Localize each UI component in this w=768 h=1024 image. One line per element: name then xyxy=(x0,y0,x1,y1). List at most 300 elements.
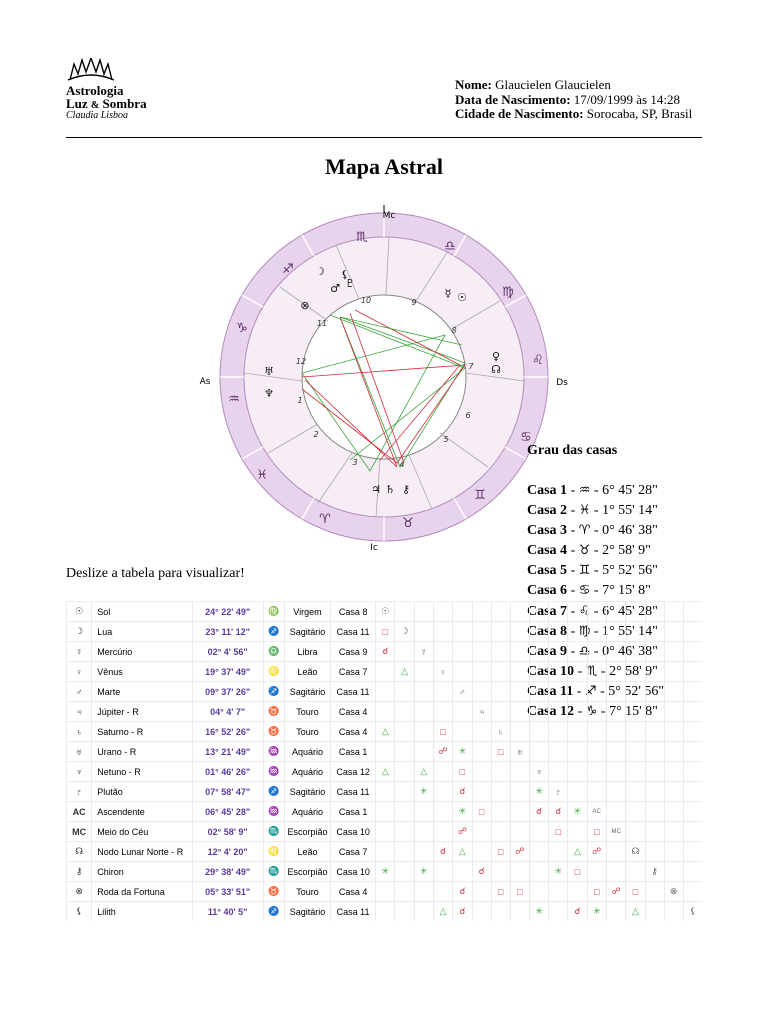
planet-name: Meio do Céu xyxy=(92,822,193,842)
planet-degree: 04° 4' 7" xyxy=(192,702,263,722)
planet-degree: 01° 46' 26" xyxy=(192,762,263,782)
aspect-cell xyxy=(510,602,529,622)
mercury-icon: ☿ xyxy=(444,287,452,300)
house-number: 1 xyxy=(297,396,303,405)
house-label: Casa 7 xyxy=(527,603,568,619)
aspect-cell xyxy=(664,842,683,862)
moon-icon: ☽ xyxy=(315,265,325,278)
sign-name: Escorpião xyxy=(284,862,330,882)
planet-name: Mercúrio xyxy=(92,642,193,662)
aquarius-icon: ♒ xyxy=(228,392,240,407)
aspect-cell xyxy=(530,722,549,742)
aspect-cell: ⚸ xyxy=(683,902,702,922)
aspect-cell xyxy=(683,722,702,742)
planet-degree: 02° 4' 56" xyxy=(192,642,263,662)
aspect-cell: □ xyxy=(491,742,510,762)
table-row xyxy=(67,602,703,622)
aspect-cell: AC xyxy=(587,802,606,822)
uranus-icon: ♅ xyxy=(264,365,274,378)
aspect-cell xyxy=(453,662,472,682)
planet-icon: ♄ xyxy=(67,722,92,742)
aspect-cell xyxy=(587,742,606,762)
aspect-cell xyxy=(568,622,587,642)
planet-degree: 29° 38' 49" xyxy=(192,862,263,882)
house-label: Casa 9 xyxy=(527,643,568,659)
sign-name: Leão xyxy=(284,842,330,862)
astral-chart-wheel xyxy=(190,205,580,557)
aspect-cell xyxy=(510,622,529,642)
aspect-cell xyxy=(395,682,414,702)
aspect-cell xyxy=(433,622,452,642)
sign-icon: ♒ xyxy=(578,483,591,498)
aspect-cell xyxy=(626,762,645,782)
planet-icon: ♂ xyxy=(67,682,92,702)
aspect-cell: □ xyxy=(491,842,510,862)
aspect-cell xyxy=(395,742,414,762)
table-row xyxy=(67,722,703,742)
sign-icon: ♎ xyxy=(263,642,284,662)
aspect-cell: ☌ xyxy=(453,782,472,802)
sign-icon: ♉ xyxy=(263,702,284,722)
planet-name: Marte xyxy=(92,682,193,702)
sign-icon: ♒ xyxy=(263,762,284,782)
aspect-cell: ☍ xyxy=(587,842,606,862)
sign-icon: ♎ xyxy=(578,643,591,659)
sign-name: Aquário xyxy=(284,762,330,782)
aspect-cell xyxy=(453,602,472,622)
aspect-cell xyxy=(395,862,414,882)
aspect-cell: ♆ xyxy=(530,762,549,782)
aspect-cell xyxy=(664,722,683,742)
aspect-cell: ✳ xyxy=(530,782,549,802)
planet-icon: MC xyxy=(67,822,92,842)
aspect-cell xyxy=(568,702,587,722)
libra-icon: ♎ xyxy=(444,239,456,254)
aspect-cell xyxy=(395,822,414,842)
house-name: Casa 4 xyxy=(331,882,376,902)
aspect-cell xyxy=(549,702,568,722)
aspect-cell xyxy=(530,682,549,702)
aspect-cell xyxy=(510,722,529,742)
aspect-cell xyxy=(568,722,587,742)
planet-icon: ♆ xyxy=(67,762,92,782)
house-number: 9 xyxy=(411,298,417,307)
aspect-cell xyxy=(472,602,491,622)
aspect-cell xyxy=(683,602,702,622)
aspect-cell xyxy=(395,882,414,902)
planet-name: Ascendente xyxy=(92,802,193,822)
birthdate-line: Data de Nascimento: 17/09/1999 às 14:28 xyxy=(455,91,680,107)
aspect-cell xyxy=(587,622,606,642)
aspect-cell xyxy=(664,702,683,722)
aspect-cell xyxy=(491,762,510,782)
house-degree: 1° 55' 14" xyxy=(602,623,658,639)
aspect-cell: ☌ xyxy=(453,882,472,902)
house-name: Casa 7 xyxy=(331,662,376,682)
planet-icon: ⚸ xyxy=(67,902,92,922)
sagittarius-icon: ♐ xyxy=(282,262,294,277)
table-row xyxy=(67,742,703,762)
planet-icon: AC xyxy=(67,802,92,822)
sign-icon: ♌ xyxy=(263,662,284,682)
aspect-cell xyxy=(584,682,606,702)
planet-name: Lua xyxy=(92,622,193,642)
aspect-cell xyxy=(530,642,549,662)
aspect-cell: ☌ xyxy=(549,802,568,822)
aspect-cell xyxy=(376,822,395,842)
house-label: Casa 8 xyxy=(527,623,568,639)
aspect-cell xyxy=(414,742,433,762)
aspect-cell: □ xyxy=(510,882,529,902)
house-row: Casa 12 - ♑ - 7° 15' 8" xyxy=(527,704,658,720)
sign-icon: ♐ xyxy=(263,682,284,702)
aspect-cell xyxy=(587,702,606,722)
aspect-cell: ☍ xyxy=(510,842,529,862)
aspect-cell xyxy=(376,742,395,762)
planet-icon: ♃ xyxy=(67,702,92,722)
sign-icon: ♋ xyxy=(578,583,591,599)
aspect-cell xyxy=(664,622,683,642)
aspect-cell xyxy=(645,782,664,802)
aspect-cell xyxy=(414,802,433,822)
aspect-cell xyxy=(549,722,568,742)
sign-name: Sagitário xyxy=(284,902,330,922)
aspect-cell xyxy=(683,662,702,682)
aspect-cell xyxy=(664,742,683,762)
aspect-cell xyxy=(683,822,702,842)
aspect-cell xyxy=(626,742,645,762)
sign-name: Touro xyxy=(284,722,330,742)
aspect-cell xyxy=(568,642,587,662)
planet-icon: ⊗ xyxy=(67,882,92,902)
house-row: Casa 10 - ♏ - 2° 58' 9" xyxy=(527,663,658,679)
aspect-cell xyxy=(376,802,395,822)
aspect-cell xyxy=(626,722,645,742)
planet-degree: 16° 52' 26" xyxy=(192,722,263,742)
house-label: Casa 6 xyxy=(527,583,568,599)
house-name: Casa 1 xyxy=(331,802,376,822)
table-row xyxy=(67,842,703,862)
sign-icon: ♉ xyxy=(263,882,284,902)
aspect-cell: △ xyxy=(453,842,472,862)
aspect-cell xyxy=(626,622,645,642)
house-name: Casa 4 xyxy=(331,702,376,722)
sign-icon: ♏ xyxy=(585,663,598,679)
aspect-cell xyxy=(530,822,549,842)
house-label: Casa 1 xyxy=(527,483,568,498)
aspect-cell xyxy=(472,842,491,862)
house-degree: 0° 46' 38" xyxy=(602,643,658,659)
aspect-cell: □ xyxy=(587,822,606,842)
planet-name: Chiron xyxy=(92,862,193,882)
aspect-cell xyxy=(530,882,549,902)
house-degree: 6° 45' 28" xyxy=(602,603,658,619)
aspect-cell xyxy=(510,802,529,822)
aspect-cell xyxy=(664,642,683,662)
as-label: As xyxy=(199,377,211,387)
house-number: 5 xyxy=(443,435,449,444)
aspect-cell xyxy=(587,602,606,622)
aspect-cell xyxy=(683,882,702,902)
aspect-cell xyxy=(645,622,664,642)
planet-icon: ☊ xyxy=(67,842,92,862)
sign-icon: ♍ xyxy=(578,623,591,639)
aspect-cell xyxy=(587,642,606,662)
aspect-cell xyxy=(587,782,606,802)
planet-degree: 11° 40' 5" xyxy=(192,902,263,922)
aspect-cell: □ xyxy=(453,762,472,782)
planet-name: Saturno - R xyxy=(92,722,193,742)
house-number: 11 xyxy=(316,319,328,328)
aspect-cell xyxy=(491,802,510,822)
aspect-cell xyxy=(491,662,510,682)
aspect-cell: ☌ xyxy=(453,902,472,922)
capricorn-icon: ♑ xyxy=(236,321,248,336)
house-row: Casa 5 - ♊ - 5° 52' 56" xyxy=(527,563,658,579)
house-label: Casa 10 xyxy=(527,663,575,679)
sign-name: Sagitário xyxy=(284,782,330,802)
aspect-cell xyxy=(510,662,529,682)
planet-name: Júpiter - R xyxy=(92,702,193,722)
aspect-cell xyxy=(683,642,702,662)
table-row xyxy=(67,882,703,902)
aspect-cell xyxy=(606,762,625,782)
house-degree: 1° 55' 14" xyxy=(602,503,658,519)
planet-icon: ⚷ xyxy=(67,862,92,882)
aspect-cell xyxy=(568,762,587,782)
aspect-cell xyxy=(414,902,433,922)
sign-icon: ♏ xyxy=(263,862,284,882)
planet-name: Netuno - R xyxy=(92,762,193,782)
house-row: Casa 4 - ♉ - 2° 58' 9" xyxy=(527,543,651,559)
aspect-cell xyxy=(472,882,491,902)
table-row xyxy=(67,642,703,662)
house-label: Casa 3 xyxy=(527,523,568,539)
planet-degree: 06° 45' 28" xyxy=(192,802,263,822)
aspect-cell xyxy=(433,642,452,662)
aspect-cell xyxy=(491,602,510,622)
sign-icon: ♉ xyxy=(263,722,284,742)
aspect-cell xyxy=(510,862,529,882)
aspects-table-scroller[interactable] xyxy=(66,601,702,923)
pisces-icon: ♓ xyxy=(256,468,268,483)
planet-icon: ♀ xyxy=(67,662,92,682)
aspect-cell xyxy=(568,822,587,842)
sign-icon: ♒ xyxy=(263,742,284,762)
aspect-cell xyxy=(645,642,664,662)
aspect-cell xyxy=(491,642,510,662)
house-name: Casa 11 xyxy=(331,782,376,802)
aspect-cell: ⚷ xyxy=(645,862,664,882)
aspect-cell xyxy=(645,822,664,842)
aspect-cell: ✳ xyxy=(376,862,395,882)
aspect-cell xyxy=(549,622,568,642)
sun-rays-icon xyxy=(66,58,116,82)
sign-name: Touro xyxy=(284,882,330,902)
planet-icon: ☿ xyxy=(67,642,92,662)
aspect-cell xyxy=(491,682,510,702)
aspect-cell xyxy=(510,902,529,922)
house-number: 8 xyxy=(451,326,457,335)
aspect-cell xyxy=(395,842,414,862)
sign-name: Libra xyxy=(284,642,330,662)
house-degree: 2° 58' 9" xyxy=(609,663,658,679)
aspect-cell xyxy=(510,642,529,662)
ds-label: Ds xyxy=(556,378,568,388)
sign-name: Aquário xyxy=(284,742,330,762)
aspect-cell xyxy=(626,682,645,702)
aspect-cell xyxy=(645,882,664,902)
table-row xyxy=(67,802,703,822)
aspect-cell: ☌ xyxy=(433,842,452,862)
taurus-icon: ♉ xyxy=(402,516,414,531)
aspect-cell xyxy=(395,902,414,922)
table-row xyxy=(67,682,703,702)
aspect-cell xyxy=(626,662,645,682)
sign-icon: ♈ xyxy=(578,523,591,539)
aspect-cell xyxy=(414,882,433,902)
node-icon: ☊ xyxy=(491,363,501,376)
houses-title: Grau das casas xyxy=(527,443,618,458)
aspect-cell xyxy=(414,622,433,642)
city-line: Cidade de Nascimento: Sorocaba, SP, Brasil xyxy=(455,106,693,121)
aspect-cell xyxy=(472,782,491,802)
table-row xyxy=(67,622,703,642)
aspect-cell: ☍ xyxy=(453,822,472,842)
aspect-cell xyxy=(530,662,549,682)
aspect-cell: ☌ xyxy=(568,902,587,922)
aspect-cell xyxy=(510,822,529,842)
aspect-cell xyxy=(453,722,472,742)
aspect-cell xyxy=(453,642,472,662)
sign-name: Touro xyxy=(284,702,330,722)
sign-name: Escorpião xyxy=(284,822,330,842)
aspect-cell xyxy=(395,642,414,662)
aspect-cell xyxy=(530,622,549,642)
aspect-cell xyxy=(549,882,568,902)
aspect-cell xyxy=(395,802,414,822)
aspect-cell: ☌ xyxy=(530,802,549,822)
aspect-cell xyxy=(472,682,491,702)
aspect-cell xyxy=(510,762,529,782)
house-row: Casa 11 - ♐ - 5° 52' 56" xyxy=(527,683,665,699)
sign-icon: ♑ xyxy=(585,704,598,720)
aspect-cell xyxy=(645,722,664,742)
ic-label: Ic xyxy=(370,543,378,553)
house-label: Casa 2 xyxy=(527,503,568,519)
table-row xyxy=(67,762,703,782)
aspect-cell xyxy=(376,902,395,922)
aspect-cell xyxy=(395,602,414,622)
sign-icon: ♍ xyxy=(263,602,284,622)
neptune-icon: ♆ xyxy=(264,387,274,400)
aspect-cell xyxy=(433,862,452,882)
aspect-cell xyxy=(645,662,664,682)
sign-icon: ♐ xyxy=(263,622,284,642)
aspect-cell: ✳ xyxy=(549,862,568,882)
sign-icon: ♒ xyxy=(263,802,284,822)
sign-name: Virgem xyxy=(284,602,330,622)
house-number: 12 xyxy=(295,357,307,366)
aspect-cell: ☍ xyxy=(606,882,625,902)
aspect-cell xyxy=(530,742,549,762)
mc-label: Mc xyxy=(382,211,396,221)
planet-degree: 23° 11' 12" xyxy=(192,622,263,642)
aspect-cell xyxy=(414,662,433,682)
pluto-icon: ♇ xyxy=(345,277,355,290)
table-row xyxy=(67,782,703,802)
house-name: Casa 4 xyxy=(331,722,376,742)
aspect-cell xyxy=(491,622,510,642)
aspect-cell: △ xyxy=(414,762,433,782)
aspect-cell: □ xyxy=(626,882,645,902)
house-label: Casa 4 xyxy=(527,543,568,559)
aspect-cell xyxy=(606,602,625,622)
aspect-cell xyxy=(414,822,433,842)
aspect-cell xyxy=(626,802,645,822)
aspect-cell: ☿ xyxy=(414,642,433,662)
aspect-cell xyxy=(453,862,472,882)
aspect-cell: ☍ xyxy=(433,742,452,762)
house-number: 7 xyxy=(468,362,474,371)
aspect-cell xyxy=(606,902,625,922)
planet-name: Plutão xyxy=(92,782,193,802)
scorpio-icon: ♏ xyxy=(356,230,368,245)
aspect-cell xyxy=(376,782,395,802)
aspect-cell xyxy=(606,642,625,662)
chiron-icon: ⚷ xyxy=(401,483,411,496)
sign-name: Sagitário xyxy=(284,622,330,642)
planet-degree: 12° 4' 20" xyxy=(192,842,263,862)
sun-icon: ☉ xyxy=(457,291,467,304)
aspect-cell xyxy=(530,842,549,862)
aspect-cell xyxy=(472,742,491,762)
aspect-cell xyxy=(664,682,683,702)
aspect-cell xyxy=(626,862,645,882)
header-divider xyxy=(66,137,702,138)
aspect-cell: ✳ xyxy=(453,742,472,762)
aspect-cell xyxy=(664,822,683,842)
aspect-cell xyxy=(472,762,491,782)
aspect-cell xyxy=(606,702,625,722)
house-row: Casa 3 - ♈ - 0° 46' 38" xyxy=(527,523,658,539)
aspect-cell xyxy=(549,902,568,922)
aspect-cell xyxy=(491,902,510,922)
aspect-cell xyxy=(376,842,395,862)
aspect-cell xyxy=(491,702,510,722)
aspect-cell xyxy=(626,642,645,662)
aspect-cell xyxy=(587,762,606,782)
aspect-cell xyxy=(472,902,491,922)
aspect-cell: ♀ xyxy=(433,662,452,682)
house-label: Casa 11 xyxy=(527,683,574,699)
aspect-cell xyxy=(472,722,491,742)
house-number: 3 xyxy=(352,458,358,467)
house-degree: 7° 15' 8" xyxy=(602,583,651,599)
aspect-cell xyxy=(433,682,452,702)
scroll-hint: Deslize a tabela para visualizar! xyxy=(66,566,245,581)
house-number: 2 xyxy=(313,430,319,439)
aspect-cell xyxy=(683,862,702,882)
aspect-cell xyxy=(510,702,529,722)
aspect-cell: ☊ xyxy=(626,842,645,862)
aspect-cell xyxy=(606,662,625,682)
aspect-cell xyxy=(645,602,664,622)
sign-icon: ♐ xyxy=(584,683,597,699)
aspect-cell: ♇ xyxy=(549,782,568,802)
house-name: Casa 10 xyxy=(331,862,376,882)
page-title: Mapa Astral xyxy=(325,154,443,179)
